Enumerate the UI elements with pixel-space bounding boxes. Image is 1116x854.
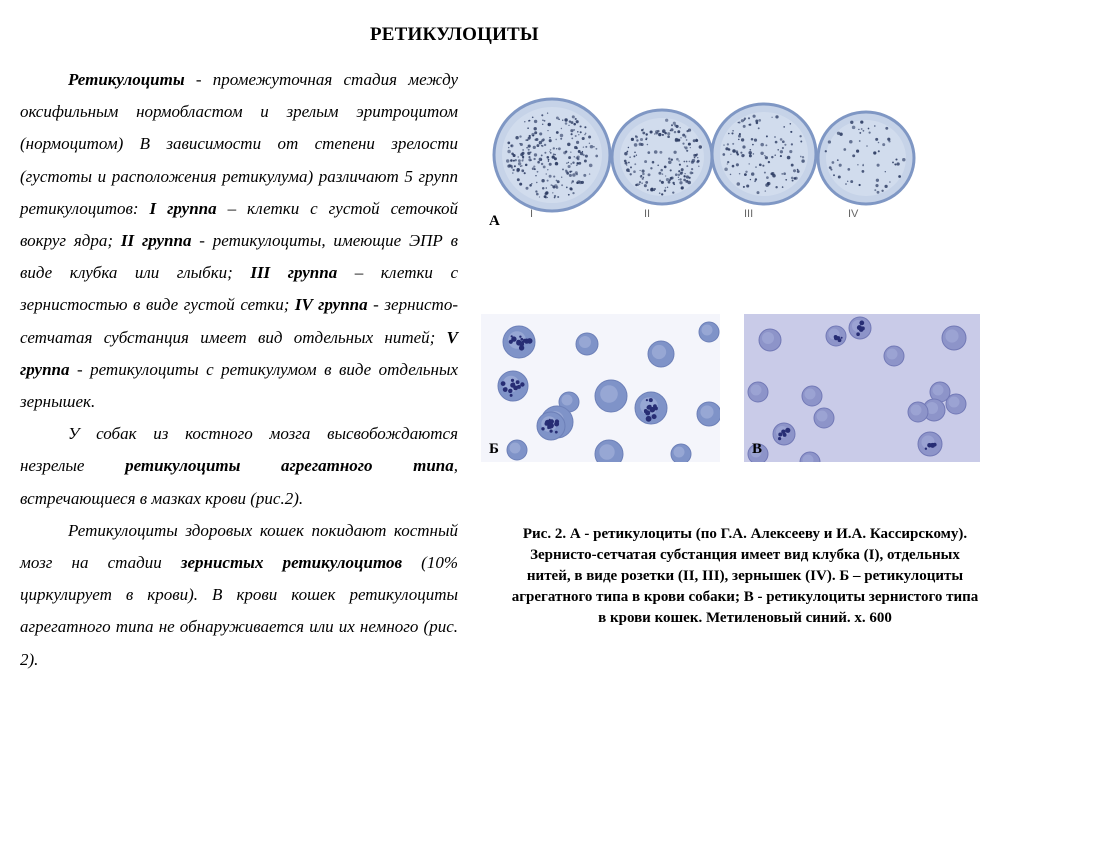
- paragraph-1: Ретикулоциты - промежуточная стадия между оксифильным нормобластом и зрелым эритроцитом (нормоцитом) В зависимости от степени зрелости (густоты и расположения ретикулума) различают 5 групп ретикулоцитов: I группа – клетки с густой сеточкой вокруг ядра; II группа - ретикулоциты, имеющие ЭПР в виде клубка или глыбки; III группа – клетки с зернистостью в виде густой сетки; IV группа - зернисто-сетчатая субстанция имеет вид отдельных нитей; V группа - ретикулоциты с ретикулумом в виде отдельных зернышек.: [20, 70, 458, 412]
- figure-panel-c: [744, 314, 980, 462]
- body-text: [20, 64, 458, 676]
- figure-panel-b: [481, 314, 720, 462]
- term-group-5: V группа: [20, 327, 458, 379]
- term-granular: зернистых ретикулоцитов: [180, 553, 403, 573]
- stage-numeral-4: IV: [848, 208, 859, 220]
- paragraph-2: У собак из костного мозга высвобождаются незрелые ретикулоциты агрегатного типа, встречающиеся в мазках крови (рис.2).: [20, 424, 458, 508]
- term-group-3: III группа: [250, 263, 338, 283]
- term-group-2: II группа: [120, 231, 192, 251]
- stage-numeral-1: I: [530, 208, 534, 220]
- panel-label-c: В: [752, 441, 763, 457]
- stage-numeral-3: III: [744, 208, 754, 220]
- stage-numeral-2: II: [644, 208, 651, 220]
- term-aggregate: ретикулоциты агрегатного типа: [125, 456, 454, 476]
- reticulocyte-stages-image: [478, 82, 942, 234]
- dog-blood-smear-image: [481, 314, 720, 462]
- term-reticulocytes: Ретикулоциты: [68, 70, 185, 89]
- panel-label-a: А: [489, 213, 500, 229]
- panel-label-b: Б: [489, 441, 499, 457]
- cat-blood-smear-image: [744, 314, 980, 462]
- page-title: РЕТИКУЛОЦИТЫ: [370, 24, 539, 45]
- term-group-1: I группа: [149, 198, 217, 218]
- figure-caption: Рис. 2. А - ретикулоциты (по Г.А. Алексееву и И.А. Кассирскому). Зернисто-сетчатая субстанция имеет вид клубка (I), отдельных нитей, в виде розетки (II, III), зернышек (IV). Б – ретикулоциты агрегатного типа в крови собаки; В - ретикулоциты зернистого типа в крови кошек. Метиленовый синий. х. 600: [511, 526, 979, 626]
- paragraph-3: Ретикулоциты здоровых кошек покидают костный мозг на стадии зернистых ретикулоцитов (10% циркулирует в крови). В крови кошек ретикулоциты агрегатного типа не обнаруживается или их немного (рис. 2).: [20, 520, 458, 669]
- figure-panel-a: [478, 82, 942, 234]
- term-group-4: IV группа: [294, 295, 368, 315]
